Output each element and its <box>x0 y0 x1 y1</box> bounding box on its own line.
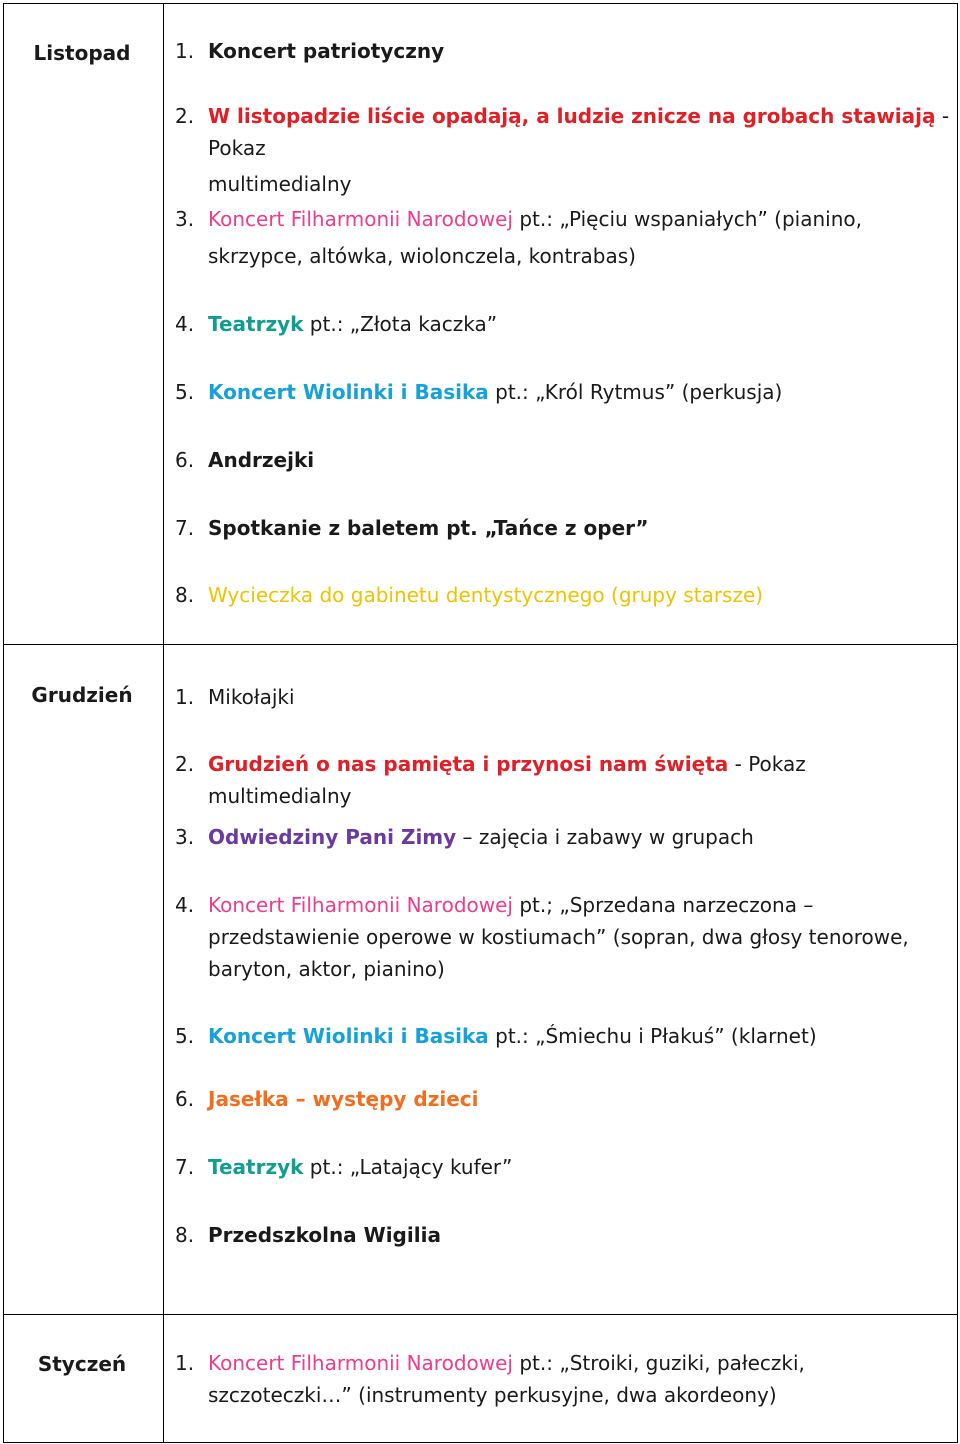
list-item <box>175 203 955 272</box>
item-title: Jasełka – występy dzieci <box>208 1087 479 1111</box>
item-title: Koncert Filharmonii Narodowej <box>208 893 513 917</box>
row-divider-2 <box>3 1314 958 1315</box>
item-description: pt.: „Latający kufer” <box>303 1155 513 1179</box>
list-item <box>175 100 955 200</box>
item-number: 3. <box>175 207 195 231</box>
list-item <box>175 1020 955 1052</box>
table-border-left <box>3 3 4 1443</box>
item-number: 7. <box>175 1155 195 1179</box>
column-divider <box>163 3 164 1443</box>
list-item <box>175 444 955 476</box>
month-label-listopad: Listopad <box>33 41 131 65</box>
item-number: 5. <box>175 1024 195 1048</box>
month-label-grudzien: Grudzień <box>31 683 133 707</box>
item-number: 5. <box>175 380 195 404</box>
item-description: skrzypce, altówka, wiolonczela, kontrabas) <box>208 244 636 268</box>
item-number: 1. <box>175 1351 195 1375</box>
item-title: Mikołajki <box>208 685 295 709</box>
item-title: Teatrzyk <box>208 312 304 336</box>
item-title: Koncert patriotyczny <box>208 39 445 63</box>
list-item <box>175 1219 955 1251</box>
list-item <box>175 889 955 985</box>
item-title: Koncert Filharmonii Narodowej <box>208 207 513 231</box>
item-title: Koncert Wiolinki i Basika <box>208 380 489 404</box>
item-description: multimedialny <box>208 172 352 196</box>
list-item <box>175 376 955 408</box>
item-description: pt.: „Pięciu wspaniałych” (pianino, <box>512 207 862 231</box>
item-number: 1. <box>175 685 195 709</box>
item-number: 7. <box>175 516 195 540</box>
item-number: 4. <box>175 893 195 917</box>
table-border-top <box>3 3 958 4</box>
row-divider-1 <box>3 644 958 645</box>
item-description: pt.: „Złota kaczka” <box>303 312 498 336</box>
item-description: baryton, aktor, pianino) <box>208 957 445 981</box>
item-title: Koncert Wiolinki i Basika <box>208 1024 489 1048</box>
item-description: szczoteczki…” (instrumenty perkusyjne, dwa akordeony) <box>208 1383 777 1407</box>
table-border-right <box>957 3 958 1443</box>
item-number: 1. <box>175 39 195 63</box>
item-title: Grudzień o nas pamięta i przynosi nam święta <box>208 752 729 776</box>
item-title: Teatrzyk <box>208 1155 304 1179</box>
item-description: - Pokaz multimedialny <box>208 752 806 808</box>
item-description: pt.; „Sprzedana narzeczona – <box>512 893 814 917</box>
item-number: 6. <box>175 448 195 472</box>
item-number: 2. <box>175 104 195 128</box>
item-description: pt.: „Stroiki, guziki, pałeczki, <box>512 1351 805 1375</box>
list-item <box>175 748 955 812</box>
item-title: Spotkanie z baletem pt. „Tańce z oper” <box>208 516 649 540</box>
item-title: W listopadzie liście opadają, a ludzie znicze na grobach stawiają <box>208 104 936 128</box>
item-description: – zajęcia i zabawy w grupach <box>456 825 754 849</box>
item-title: Koncert Filharmonii Narodowej <box>208 1351 513 1375</box>
list-item <box>175 1151 955 1183</box>
item-number: 4. <box>175 312 195 336</box>
item-title: Przedszkolna Wigilia <box>208 1223 441 1247</box>
list-item <box>175 681 955 713</box>
list-item <box>175 1347 955 1411</box>
item-title: Wycieczka do gabinetu dentystycznego (grupy starsze) <box>208 583 764 607</box>
item-description: pt.: „Król Rytmus” (perkusja) <box>488 380 783 404</box>
item-title: Odwiedziny Pani Zimy <box>208 825 457 849</box>
item-number: 8. <box>175 583 195 607</box>
list-item <box>175 35 955 67</box>
item-description: - Pokaz <box>208 104 950 160</box>
list-item <box>175 1083 955 1115</box>
list-item <box>175 579 955 611</box>
item-number: 8. <box>175 1223 195 1247</box>
item-title: Andrzejki <box>208 448 315 472</box>
list-item <box>175 512 955 544</box>
item-description: przedstawienie operowe w kostiumach” (sopran, dwa głosy tenorowe, <box>208 925 909 949</box>
item-description: pt.: „Śmiechu i Płakuś” (klarnet) <box>488 1024 817 1048</box>
month-label-styczen: Styczeń <box>37 1352 127 1376</box>
item-number: 3. <box>175 825 195 849</box>
list-item <box>175 308 955 340</box>
list-item <box>175 821 955 853</box>
table-border-bottom <box>3 1442 958 1443</box>
item-number: 6. <box>175 1087 195 1111</box>
item-number: 2. <box>175 752 195 776</box>
